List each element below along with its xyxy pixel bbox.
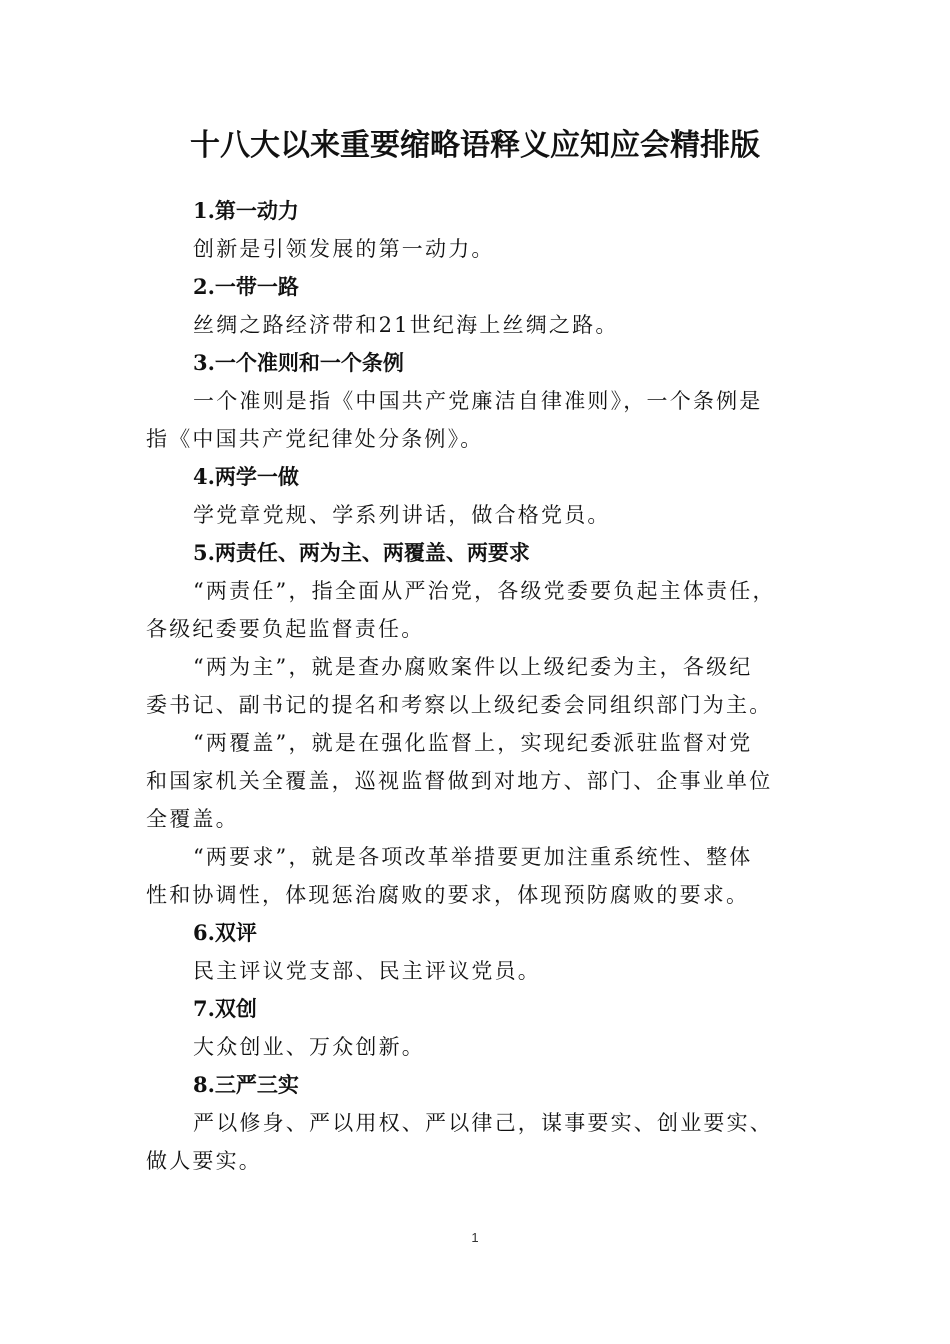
paragraph-line: 各级纪委要负起监督责任。 <box>146 617 425 641</box>
paragraph-line: 全覆盖。 <box>146 807 239 831</box>
paragraph-line: “两覆盖”，就是在强化监督上，实现纪委派驻监督对党 <box>193 731 753 755</box>
section-1 <box>146 192 810 268</box>
section-heading: 7.双创 <box>193 996 257 1021</box>
section-paragraph <box>146 1028 810 1066</box>
section-paragraph <box>146 572 810 648</box>
page-number: 1 <box>471 1230 479 1245</box>
section-heading: 2.一带一路 <box>193 274 299 299</box>
section-heading: 8.三严三实 <box>193 1072 299 1097</box>
section-paragraph <box>146 952 810 990</box>
paragraph-line: 做人要实。 <box>146 1149 262 1173</box>
section-4 <box>146 458 810 534</box>
section-2 <box>146 268 810 344</box>
section-heading: 6.双评 <box>193 920 257 945</box>
section-paragraph <box>146 724 810 838</box>
section-paragraph <box>146 382 810 458</box>
section-paragraph <box>146 496 810 534</box>
paragraph-line: 丝绸之路经济带和21世纪海上丝绸之路。 <box>193 313 619 337</box>
paragraph-line: 性和协调性，体现惩治腐败的要求，体现预防腐败的要求。 <box>146 883 750 907</box>
section-6 <box>146 914 810 990</box>
section-5 <box>146 534 810 914</box>
paragraph-line: 和国家机关全覆盖，巡视监督做到对地方、部门、企事业单位 <box>146 769 773 793</box>
section-paragraph <box>146 1104 810 1180</box>
section-heading: 5.两责任、两为主、两覆盖、两要求 <box>193 540 530 565</box>
paragraph-line: 民主评议党支部、民主评议党员。 <box>193 959 541 983</box>
section-8 <box>146 1066 810 1180</box>
section-heading: 3.一个准则和一个条例 <box>193 350 404 375</box>
section-3 <box>146 344 810 458</box>
document-title: 十八大以来重要缩略语释义应知应会精排版 <box>190 128 760 163</box>
paragraph-line: 委书记、副书记的提名和考察以上级纪委会同组织部门为主。 <box>146 693 773 717</box>
paragraph-line: “两要求”，就是各项改革举措要更加注重系统性、整体 <box>193 845 753 869</box>
section-paragraph <box>146 230 810 268</box>
document-body <box>146 192 810 1180</box>
paragraph-line: 创新是引领发展的第一动力。 <box>193 237 495 261</box>
section-heading: 1.第一动力 <box>193 198 299 223</box>
paragraph-line: 学党章党规、学系列讲话，做合格党员。 <box>193 503 611 527</box>
paragraph-line: 指《中国共产党纪律处分条例》。 <box>146 427 484 451</box>
section-paragraph <box>146 306 810 344</box>
section-heading: 4.两学一做 <box>193 464 299 489</box>
paragraph-line: 大众创业、万众创新。 <box>193 1035 425 1059</box>
section-7 <box>146 990 810 1066</box>
section-paragraph <box>146 648 810 724</box>
paragraph-line: “两责任”，指全面从严治党，各级党委要负起主体责任， <box>193 579 776 603</box>
paragraph-line: 一个准则是指《中国共产党廉洁自律准则》，一个条例是 <box>193 389 763 413</box>
paragraph-line: 严以修身、严以用权、严以律己，谋事要实、创业要实、 <box>193 1111 773 1135</box>
paragraph-line: “两为主”，就是查办腐败案件以上级纪委为主，各级纪 <box>193 655 753 679</box>
section-paragraph <box>146 838 810 914</box>
